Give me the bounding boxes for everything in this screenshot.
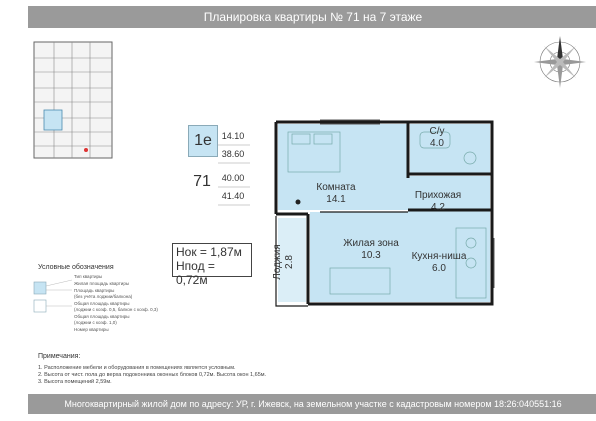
apartment-type: 1е — [188, 125, 218, 157]
legend-item: (без учёта лоджии/балкона) — [74, 294, 133, 299]
room-living-name: Жилая зона — [343, 238, 399, 249]
room-hall — [408, 190, 468, 214]
total-area-full-value: 41.40 — [221, 191, 245, 201]
apartment-area-value: 38.60 — [221, 149, 245, 159]
notes-title: Примечания: — [38, 353, 81, 360]
legend-title: Условные обозначения — [38, 264, 114, 271]
legend-item: Тип квартиры — [74, 274, 103, 279]
note-line: 3. Высота помещений 2,59м. — [38, 379, 112, 385]
room-komnata — [306, 182, 366, 206]
room-living — [336, 238, 406, 262]
info-box-lines — [188, 125, 250, 207]
room-kitchen-area: 6.0 — [432, 263, 446, 274]
total-area-value: 40.00 — [221, 173, 245, 183]
room-hall-name: Прихожая — [414, 190, 462, 201]
room-kitchen-name: Кухня-ниша — [411, 251, 467, 262]
room-living-area: 10.3 — [361, 250, 381, 261]
room-kitchen — [406, 251, 472, 275]
page-title: Планировка квартиры № 71 на 7 этаже — [28, 6, 596, 28]
note-line: 2. Высота от чист. пола до верха подоконника оконных блоков 0,72м. Высота окон 1,65м. — [38, 372, 267, 378]
note-line: 1. Расположение мебели и оборудования в помещениях является условным. — [38, 365, 236, 371]
room-komnata-name: Комната — [316, 182, 356, 193]
legend-item: Номер квартиры — [74, 327, 109, 332]
current-apartment-marker — [44, 110, 62, 130]
room-bathroom — [412, 126, 462, 150]
room-hall-area: 4.2 — [431, 202, 445, 213]
legend-sample-box — [32, 276, 72, 320]
marker-dot — [296, 200, 301, 205]
height-ok: Hок = 1,87м — [176, 245, 242, 259]
room-komnata-area: 14.1 — [326, 194, 346, 205]
apartment-floor-plan — [260, 118, 500, 314]
room-loggia-name: Лоджия — [272, 244, 283, 280]
apartment-number: 71 — [193, 173, 211, 190]
room-loggia — [272, 240, 296, 284]
legend-item: Жилая площадь квартиры — [74, 281, 130, 286]
compass-rose-icon — [530, 32, 590, 92]
notes-body — [38, 365, 266, 386]
legend-item: Площадь квартиры — [74, 288, 115, 293]
height-pod: Hпод = 0,72м — [176, 259, 215, 287]
legend-item: (лоджии с коэф. 0,5, балкон с коэф. 0,3) — [74, 307, 158, 312]
legend-item: Общая площадь квартиры — [74, 314, 130, 319]
room-bathroom-name: С/у — [429, 126, 445, 137]
room-loggia-area: 2.8 — [284, 255, 295, 269]
room-bathroom-area: 4.0 — [430, 138, 444, 149]
address-footer: Многоквартирный жилой дом по адресу: УР, г. Ижевск, на земельном участке с кадастровым номером 18:26:040551:16 — [28, 394, 596, 414]
floor-key-plan — [32, 40, 114, 160]
legend-item: Общая площадь квартиры — [74, 301, 130, 306]
legend-item: (лоджии с коэф. 1,0) — [74, 320, 117, 325]
heights-box — [172, 243, 252, 287]
living-area-value: 14.10 — [221, 131, 245, 141]
